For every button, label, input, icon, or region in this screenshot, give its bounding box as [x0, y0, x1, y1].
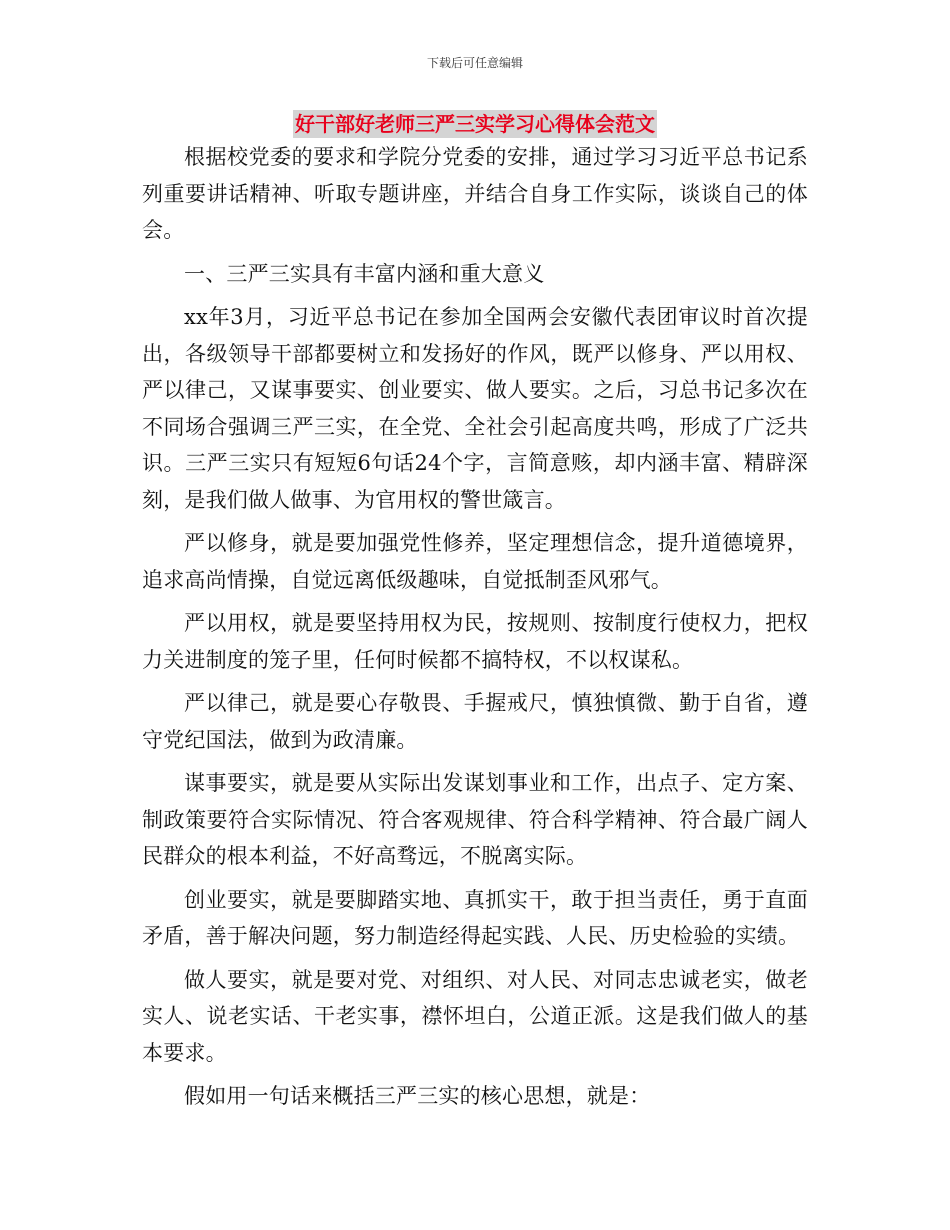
title-container	[0, 110, 950, 138]
paragraph-xiushen: 严以修身，就是要加强党性修养，坚定理想信念，提升道德境界，追求高尚情操，自觉远离低级趣味，自觉抵制歪风邪气。	[142, 531, 808, 592]
paragraph-chuangye: 创业要实，就是要脚踏实地、真抓实干，敢于担当责任，勇于直面矛盾，善于解决问题，努力制造经得起实践、人民、历史检验的实绩。	[142, 887, 808, 948]
document-title: 好干部好老师三严三实学习心得体会范文	[295, 112, 655, 136]
paragraph-background: xx年3月，习近平总书记在参加全国两会安徽代表团审议时首次提出，各级领导干部都要树立和发扬好的作风，既严以修身、严以用权、严以律己，又谋事要实、创业要实、做人要实。之后，习总书记多次在不同场合强调三严三实，在全党、全社会引起高度共鸣，形成了广泛共识。三严三实只有短短6句话24个字，言简意赅，却内涵丰富、精辟深刻，是我们做人做事、为官用权的警世箴言。	[142, 305, 808, 512]
section-heading-1: 一、三严三实具有丰富内涵和重大意义	[184, 261, 545, 286]
paragraph-moushi: 谋事要实，就是要从实际出发谋划事业和工作，出点子、定方案、制政策要符合实际情况、符合客观规律、符合科学精神、符合最广阔人民群众的根本利益，不好高骛远，不脱离实际。	[142, 771, 808, 868]
document-body	[142, 139, 808, 1122]
paragraph-yongquan: 严以用权，就是要坚持用权为民，按规则、按制度行使权力，把权力关进制度的笼子里，任何时候都不搞特权，不以权谋私。	[142, 611, 808, 672]
paragraph-intro: 根据校党委的要求和学院分党委的安排，通过学习习近平总书记系列重要讲话精神、听取专题讲座，并结合自身工作实际，谈谈自己的体会。	[142, 145, 808, 242]
paragraph-zuoren: 做人要实，就是要对党、对组织、对人民、对同志忠诚老实，做老实人、说老实话、干老实事，襟怀坦白，公道正派。这是我们做人的基本要求。	[142, 967, 808, 1065]
paragraph-summary-lead: 假如用一句话来概括三严三实的核心思想，就是：	[184, 1084, 651, 1108]
page-header-note: 下载后可任意编辑	[426, 56, 523, 70]
paragraph-lvji: 严以律己，就是要心存敬畏、手握戒尺，慎独慎微、勤于自省，遵守党纪国法，做到为政清廉。	[142, 691, 808, 752]
